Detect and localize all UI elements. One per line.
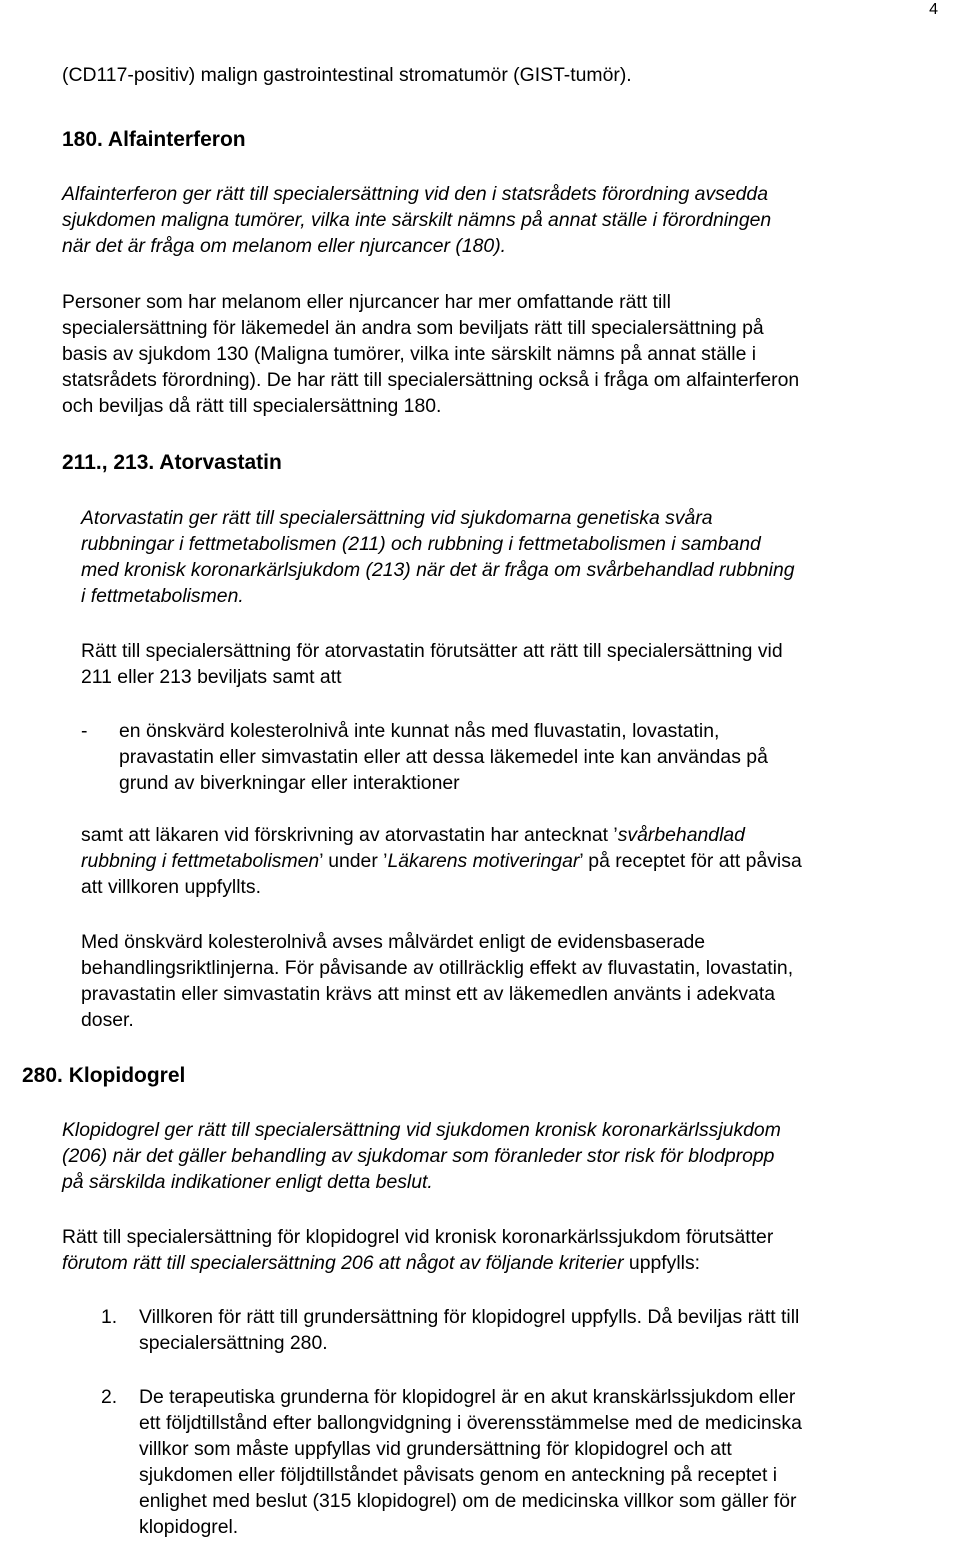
text-line xyxy=(81,822,802,848)
dash-bullet: - xyxy=(81,720,88,742)
text-line: statsrådets förordning). De har rätt till specialersättning också i fråga om alfainterferon xyxy=(62,369,800,391)
text-run-italic: Läkarens motiveringar xyxy=(387,850,580,872)
heading-180-alfainterferon: 180. Alfainterferon xyxy=(62,128,246,151)
text-line: grund av biverkningar eller interaktioner xyxy=(119,772,460,794)
text-line: enlighet med beslut (315 klopidogrel) om de medicinska villkor som gäller för xyxy=(139,1490,797,1512)
text-line: Med önskvärd kolesterolnivå avses målvärdet enligt de evidensbaserade xyxy=(81,931,706,953)
text-line: och beviljas då rätt till specialersättning 180. xyxy=(62,395,442,417)
text-line: i fettmetabolismen. xyxy=(81,585,244,607)
sec211-paragraph-3 xyxy=(81,929,793,1033)
text-line: (206) när det gäller behandling av sjukdomar som föranleder stor risk för blodpropp xyxy=(62,1145,775,1167)
text-line: när det är fråga om melanom eller njurcancer (180). xyxy=(62,235,507,257)
sec280-paragraph-1 xyxy=(62,1224,773,1276)
text-line: doser. xyxy=(81,1009,134,1031)
text-line: Klopidogrel ger rätt till specialersättning vid sjukdomen kronisk koronarkärlssjukdom xyxy=(62,1119,781,1141)
text-line: basis av sjukdom 130 (Maligna tumörer, vilka inte särskilt nämns på annat ställe i xyxy=(62,343,757,365)
text-line: behandlingsriktlinjerna. För påvisande av otillräcklig effekt av fluvastatin, lovastatin, xyxy=(81,957,794,979)
text-line: på särskilda indikationer enligt detta beslut. xyxy=(62,1171,433,1193)
list-item xyxy=(139,1304,799,1356)
text-line: rubbningar i fettmetabolismen (211) och rubbning i fettmetabolismen i samband xyxy=(81,533,761,555)
text-run-italic: rubbning i fettmetabolismen xyxy=(81,850,320,872)
text-line: Rätt till specialersättning för atorvastatin förutsätter att rätt till specialersättning vid xyxy=(81,640,783,662)
text-line: sjukdomen eller följdtillståndet påvisats genom en anteckning på receptet i xyxy=(139,1464,778,1486)
intro-line: (CD117-positiv) malign gastrointestinal stromatumör (GIST-tumör). xyxy=(62,64,632,86)
text-run: samt att läkaren vid förskrivning av atorvastatin har antecknat ’ xyxy=(81,824,618,846)
text-run: ’ på receptet för att påvisa xyxy=(579,850,802,872)
sec211-paragraph-2 xyxy=(81,822,802,900)
text-line: en önskvärd kolesterolnivå inte kunnat nås med fluvastatin, lovastatin, xyxy=(119,720,720,742)
text-line: De terapeutiska grunderna för klopidogrel är en akut kranskärlssjukdom eller xyxy=(139,1386,796,1408)
list-number: 2. xyxy=(101,1386,118,1408)
sec180-paragraph xyxy=(62,289,799,419)
text-line: att villkoren uppfyllts. xyxy=(81,876,261,898)
sec211-italic-paragraph xyxy=(81,505,795,609)
text-run-italic: svårbehandlad xyxy=(617,824,745,846)
text-line xyxy=(81,848,802,874)
text-line: 211 eller 213 beviljats samt att xyxy=(81,666,342,688)
sec180-italic-paragraph xyxy=(62,181,771,259)
text-line: Personer som har melanom eller njurcancer har mer omfattande rätt till xyxy=(62,291,671,313)
list-number: 1. xyxy=(101,1306,118,1328)
text-line: villkor som måste uppfyllas vid grundersättning för klopidogrel och att xyxy=(139,1438,732,1460)
heading-211-213-atorvastatin: 211., 213. Atorvastatin xyxy=(62,451,282,474)
text-line: Alfainterferon ger rätt till specialersättning vid den i statsrådets förordning avsedda xyxy=(62,183,768,205)
text-line: specialersättning 280. xyxy=(139,1332,328,1354)
text-line: ett följdtillstånd efter ballongvidgning i överensstämmelse med de medicinska xyxy=(139,1412,802,1434)
text-line: Villkoren för rätt till grundersättning för klopidogrel uppfylls. Då beviljas rätt till xyxy=(139,1306,800,1328)
page-number: 4 xyxy=(929,1,938,18)
list-item xyxy=(139,1384,802,1540)
text-line: specialersättning för läkemedel än andra som beviljats rätt till specialersättning på xyxy=(62,317,764,339)
text-line: Rätt till specialersättning för klopidogrel vid kronisk koronarkärlssjukdom förutsätter xyxy=(62,1226,774,1248)
text-line xyxy=(62,1250,773,1276)
text-line: Atorvastatin ger rätt till specialersättning vid sjukdomarna genetiska svåra xyxy=(81,507,713,529)
text-line: klopidogrel. xyxy=(139,1516,239,1538)
text-line: med kronisk koronarkärlsjukdom (213) när det är fråga om svårbehandlad rubbning xyxy=(81,559,795,581)
text-run: ’ under ’ xyxy=(319,850,388,872)
text-line: pravastatin eller simvastatin eller att dessa läkemedel inte kan användas på xyxy=(119,746,768,768)
text-run: uppfylls: xyxy=(623,1252,701,1274)
dash-list-item xyxy=(119,718,768,796)
heading-280-klopidogrel: 280. Klopidogrel xyxy=(22,1064,186,1087)
text-run-italic: förutom rätt till specialersättning 206 att något av följande kriterier xyxy=(62,1252,624,1274)
text-line: pravastatin eller simvastatin krävs att minst ett av läkemedlen använts i adekvata xyxy=(81,983,776,1005)
sec280-italic-paragraph xyxy=(62,1117,781,1195)
text-line: sjukdomen maligna tumörer, vilka inte särskilt nämns på annat ställe i förordningen xyxy=(62,209,772,231)
sec211-paragraph-1 xyxy=(81,638,783,690)
